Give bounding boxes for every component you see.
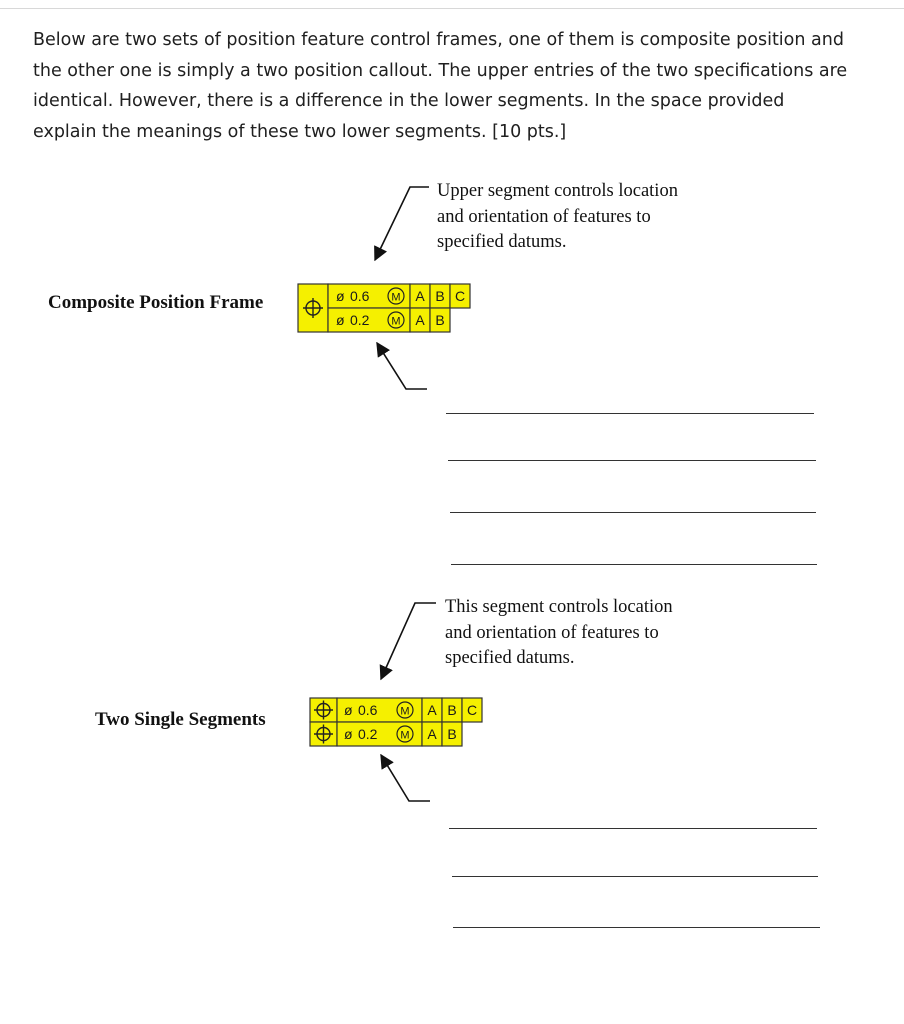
fcf-datum: A <box>427 702 437 718</box>
fcf-datum: B <box>447 726 457 742</box>
diameter-symbol: ø <box>344 702 353 718</box>
composite-frame-label: Composite Position Frame <box>48 292 264 313</box>
leader-arrow <box>381 755 430 801</box>
fcf-tolerance: 0.6 <box>350 288 370 304</box>
composite-fcf <box>298 284 470 332</box>
question-line: the other one is simply a two position callout. The upper entries of the two specifications are <box>33 60 848 81</box>
leader-arrow <box>381 603 436 679</box>
single-segment-fcf <box>310 698 482 746</box>
composite-callout-text: Upper segment controls location and orientation of features to specified datums. <box>437 181 678 252</box>
fcf-tolerance: 0.2 <box>350 312 370 328</box>
diameter-symbol: ø <box>336 312 345 328</box>
diameter-symbol: ø <box>344 726 353 742</box>
single-callout-text: This segment controls location and orientation of features to specified datums. <box>445 597 673 668</box>
mmc-modifier: M <box>391 291 401 304</box>
mmc-modifier: M <box>400 705 410 718</box>
question-line: explain the meanings of these two lower segments. [10 pts.] <box>33 121 567 142</box>
leader-arrow <box>375 187 429 260</box>
fcf-datum: A <box>427 726 437 742</box>
fcf-datum: B <box>435 288 445 304</box>
leader-arrow <box>377 343 427 389</box>
fcf-datum: A <box>415 288 425 304</box>
fcf-datum: C <box>466 702 478 718</box>
diameter-symbol: ø <box>336 288 345 304</box>
fcf-datum: A <box>415 312 425 328</box>
single-segments-label: Two Single Segments <box>95 709 266 730</box>
question-line: identical. However, there is a difference in the lower segments. In the space provided <box>33 91 785 111</box>
mmc-modifier: M <box>400 729 410 742</box>
fcf-datum: B <box>447 702 457 718</box>
fcf-datum: B <box>435 312 445 328</box>
fcf-tolerance: 0.2 <box>358 726 378 742</box>
fcf-tolerance: 0.6 <box>358 702 378 718</box>
fcf-datum: C <box>454 288 466 304</box>
question-line: Below are two sets of position feature control frames, one of them is composite position and <box>33 30 844 50</box>
mmc-modifier: M <box>391 315 401 328</box>
